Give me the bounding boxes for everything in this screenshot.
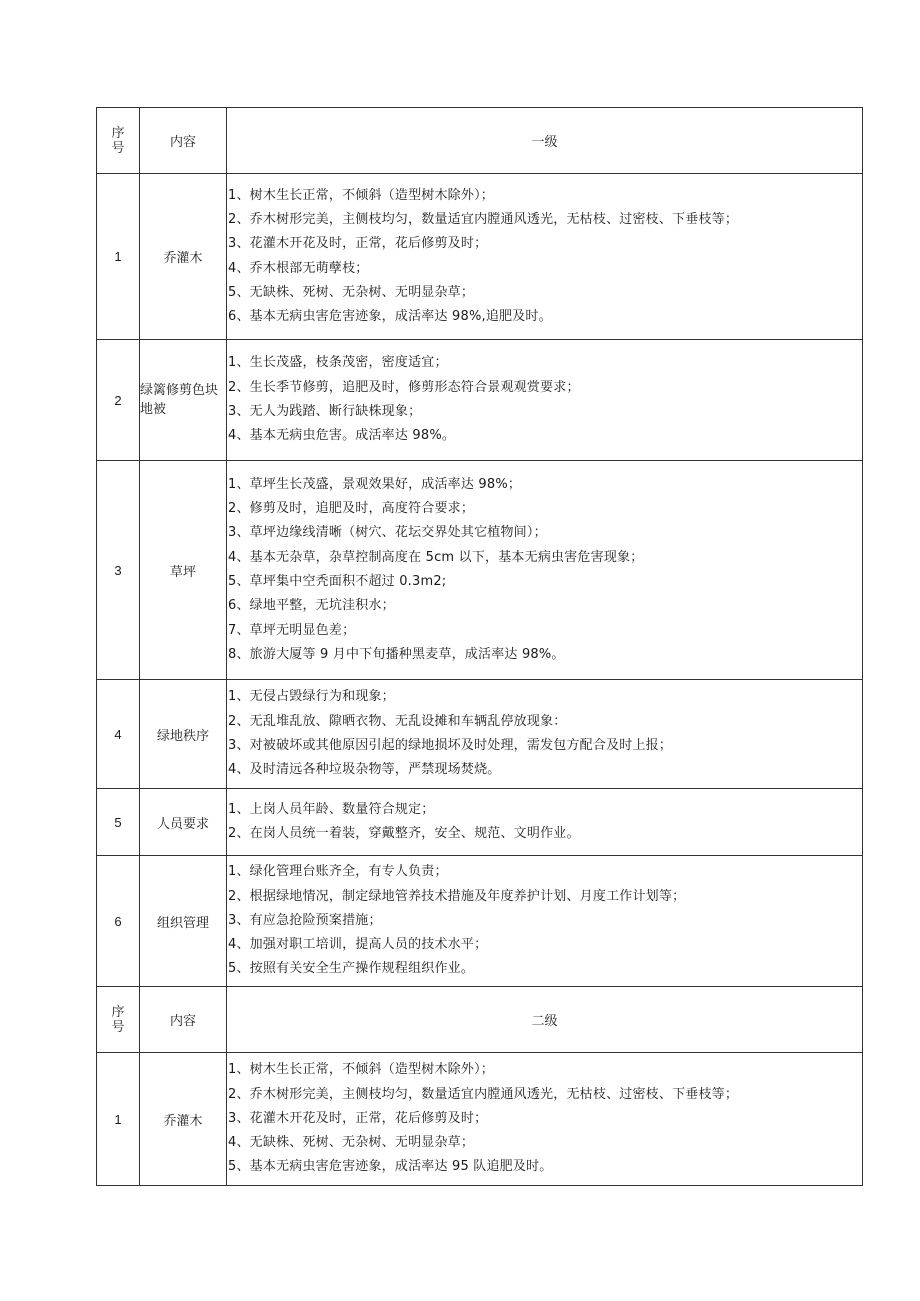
- requirement-item: 2、修剪及时，追肥及时，高度符合要求；: [228, 501, 475, 517]
- header-row: [97, 108, 863, 174]
- standards-table: [96, 107, 863, 1186]
- row-requirements: [227, 1053, 863, 1186]
- requirement-item: 1、树木生长正常，不倾斜（造型树木除外）；: [228, 187, 494, 203]
- row-seq: 6: [97, 856, 140, 987]
- row-seq: 1: [97, 174, 140, 340]
- requirement-item: 1、绿化管理台账齐全，有专人负责；: [228, 864, 448, 880]
- header-row: [97, 987, 863, 1053]
- row-content: 草坪: [140, 461, 227, 680]
- requirement-item: 4、乔木根部无萌孽枝；: [228, 260, 369, 276]
- requirement-item: 2、乔木树形完美，主侧枝均匀，数量适宜内膛通风透光，无枯枝、过密枝、下垂枝等；: [228, 211, 739, 227]
- table-row: [97, 680, 863, 789]
- table-row: [97, 856, 863, 987]
- row-content: 乔灌木: [140, 174, 227, 340]
- requirement-item: 4、加强对职工培训，提高人员的技术水平；: [228, 937, 488, 953]
- requirement-item: 1、上岗人员年龄、数量符合规定；: [228, 801, 435, 817]
- row-seq: 2: [97, 340, 140, 461]
- requirement-item: 1、无侵占毁绿行为和现象；: [228, 689, 395, 705]
- requirement-item: 4、及时清远各种垃圾杂物等，严禁现场焚烧。: [228, 762, 501, 778]
- requirement-item: 2、生长季节修剪，追肥及时，修剪形态符合景观观赏要求；: [228, 379, 580, 395]
- requirement-item: 3、对被破坏或其他原因引起的绿地损坏及时处理，需发包方配合及时上报；: [228, 738, 673, 753]
- requirement-item: 4、基本无病虫危害。成活率达 98%。: [228, 428, 456, 444]
- requirement-item: 7、草坪无明显色差；: [228, 622, 356, 638]
- table-row: [97, 1053, 863, 1186]
- row-content: 组织管理: [140, 856, 227, 987]
- requirement-item: 2、根据绿地情况，制定绿地管养技术措施及年度养护计划、月度工作计划等；: [228, 888, 686, 904]
- requirement-item: 5、基本无病虫害危害迹象，成活率达 95 队追肥及时。: [228, 1159, 553, 1175]
- requirement-item: 2、无乱堆乱放、隙晒衣物、无乱设摊和车辆乱停放现象：: [228, 713, 567, 729]
- requirement-item: 1、树木生长正常，不倾斜（造型树木除外）；: [228, 1062, 494, 1078]
- row-seq: 4: [97, 680, 140, 789]
- row-content: 人员要求: [140, 789, 227, 856]
- header-content: 内容: [140, 108, 227, 174]
- row-requirements: [227, 856, 863, 987]
- table-row: [97, 174, 863, 340]
- requirement-item: 3、草坪边缘线清晰（树穴、花坛交界处其它植物间）；: [228, 525, 547, 541]
- row-requirements: [227, 680, 863, 789]
- requirement-item: 3、花灌木开花及时，正常，花后修剪及时；: [228, 1110, 488, 1126]
- row-seq: 3: [97, 461, 140, 680]
- row-requirements: [227, 461, 863, 680]
- row-requirements: [227, 174, 863, 340]
- requirement-item: 6、基本无病虫害危害迹象，成活率达 98%,追肥及时。: [228, 309, 552, 325]
- header-seq: 序号: [97, 987, 140, 1053]
- requirement-item: 4、基本无杂草，杂草控制高度在 5cm 以下，基本无病虫害危害现象；: [228, 549, 644, 565]
- row-seq: 1: [97, 1053, 140, 1186]
- header-content: 内容: [140, 987, 227, 1053]
- row-content: 绿篱修剪色块地被: [140, 340, 227, 461]
- requirement-item: 5、草坪集中空秃面积不超过 0.3m2;: [228, 574, 447, 589]
- table-row: [97, 461, 863, 680]
- requirement-item: 5、按照有关安全生产操作规程组织作业。: [228, 961, 475, 977]
- requirement-item: 3、有应急抢险预案措施；: [228, 912, 382, 928]
- requirement-item: 6、绿地平整，无坑洼积水；: [228, 598, 395, 614]
- requirement-item: 5、无缺株、死树、无杂树、无明显杂草；: [228, 284, 475, 300]
- requirement-item: 1、草坪生长茂盛，景观效果好，成活率达 98%；: [228, 476, 522, 492]
- table-row: [97, 340, 863, 461]
- table-row: [97, 789, 863, 856]
- row-requirements: [227, 789, 863, 856]
- row-content: 绿地秩序: [140, 680, 227, 789]
- requirement-item: 1、生长茂盛，枝条茂密，密度适宜；: [228, 355, 448, 371]
- row-seq: 5: [97, 789, 140, 856]
- header-level: 二级: [227, 987, 863, 1053]
- row-content: 乔灌木: [140, 1053, 227, 1186]
- header-seq: 序号: [97, 108, 140, 174]
- requirement-item: 2、乔木树形完美，主侧枝均匀，数量适宜内膛通风透光，无枯枝、过密枝、下垂枝等；: [228, 1086, 739, 1102]
- row-requirements: [227, 340, 863, 461]
- requirement-item: 8、旅游大厦等 9 月中下旬播种黑麦草，成活率达 98%。: [228, 646, 565, 662]
- requirement-item: 3、花灌木开花及时，正常，花后修剪及时；: [228, 236, 488, 252]
- requirement-item: 4、无缺株、死树、无杂树、无明显杂草；: [228, 1135, 475, 1151]
- requirement-item: 3、无人为践踏、断行缺株现象；: [228, 404, 422, 419]
- standards-table-body: [97, 108, 863, 1186]
- header-level: 一级: [227, 108, 863, 174]
- requirement-item: 2、在岗人员统一着装，穿戴整齐，安全、规范、文明作业。: [228, 826, 580, 841]
